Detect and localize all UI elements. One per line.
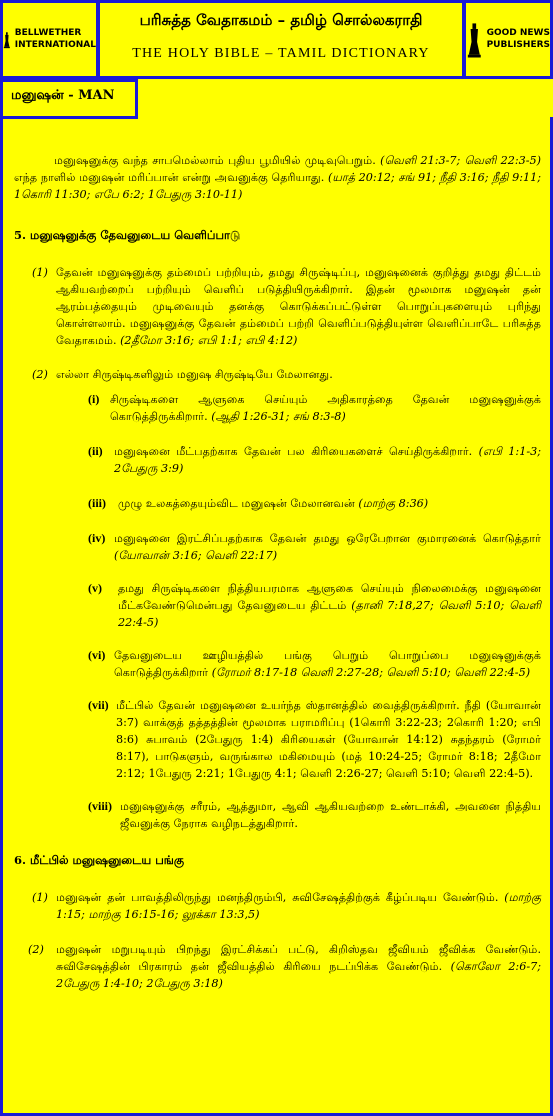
subpoint-body bbox=[114, 647, 541, 681]
subpoint-v bbox=[88, 580, 541, 631]
subpoint-text: மீட்பில் தேவன் மனுஷனை உயர்ந்த ஸ்தானத்தில் வைத்திருக்கிறார். நீதி (யோவான் 3:7) வாக்குத் தத்தத்தின் மூலமாக பராமரிப்பு (1கொரி 3:22-23; 2கொரி 1:20; எபி 8:6) சுபாவம் (2பேதுரு 1:4) கிரியைகள் (யோவான் 14:12) சுதந்தரம் (ரோமர் 8:17), பாடுகளும், வருங்கால மகிமையும் (மத் 10:24-25; ரோமர் 8:18; 2தீமோ 2:12; 1பேதுரு 2:21; 1பேதுரு 4:1; வெளி 2:26-27; வெளி 5:10; வெளி 22:4-5). bbox=[116, 699, 541, 780]
subpoint-number: (i) bbox=[88, 392, 100, 406]
point-ref: (மாற்கு 1:15; மாற்கு 16:15-16; லூக்கா 13:3,5) bbox=[56, 891, 541, 921]
point-body bbox=[56, 889, 541, 923]
subpoint-body bbox=[118, 495, 541, 512]
section-5-heading: 5. மனுஷனுக்கு தேவனுடைய வெளிப்பாடு bbox=[14, 228, 241, 242]
subpoint-text: மனுஷனுக்கு சரீரம், ஆத்துமா, ஆவி ஆகியவற்றை உண்டாக்கி, அவனை நித்திய ஜீவனுக்கு நேராக வழிநடத்துகிறார். bbox=[120, 800, 541, 830]
subpoint-vii bbox=[88, 697, 541, 782]
intro-ref-2: (யாத் 20:12; சங் 91; நீதி 3:16; நீதி 9:11; 1கொரி 11:30; எபே 6:2; 1பேதுரு 3:10-11) bbox=[14, 171, 541, 201]
subpoint-ref: (எபி 1:1-3; 2பேதுரு 3:9) bbox=[114, 445, 541, 475]
subpoint-text: முழு உலகத்தையும்விட மனுஷன் மேலானவன் bbox=[118, 497, 355, 510]
subpoint-number: (ii) bbox=[88, 444, 103, 458]
title-box bbox=[97, 0, 465, 79]
intro-ref-1: (வெளி 21:3-7; வெளி 22:3-5) bbox=[380, 154, 542, 167]
subpoint-text: தமது சிருஷ்டிகளை நித்தியபரமாக ஆளுகை செய்யும் நிலைமைக்கு மனுஷனை மீட்கவேண்டுமென்பது தேவனுடைய திட்டம் bbox=[118, 582, 541, 612]
point-number: (2) bbox=[32, 368, 48, 381]
intro-text-2: எந்த நாளில் மனுஷன் மரிப்பான் என்று அவனுக்கு தெரியாது. bbox=[14, 171, 325, 184]
subpoint-body bbox=[110, 391, 541, 425]
left-logo-box bbox=[0, 0, 99, 79]
point-body bbox=[56, 264, 541, 349]
subpoint-number: (iv) bbox=[88, 531, 106, 545]
subpoint-ref: (யோவான் 3:16; வெளி 22:17) bbox=[114, 549, 278, 562]
point-text: எல்லா சிருஷ்டிகளிலும் மனுஷ சிருஷ்டியே மேலானது. bbox=[56, 368, 333, 381]
section-6-heading: 6. மீட்பில் மனுஷனுடைய பங்கு bbox=[14, 853, 184, 867]
subpoint-number: (vii) bbox=[88, 698, 109, 712]
left-logo-text-bottom: INTERNATIONAL bbox=[14, 39, 96, 50]
good-news-logo-icon bbox=[466, 20, 483, 60]
title-tamil: பரிசுத்த வேதாகமம் – தமிழ் சொல்லகராதி bbox=[139, 11, 423, 29]
subpoint-ii bbox=[88, 443, 541, 477]
bellwether-logo-icon bbox=[3, 20, 11, 60]
subpoint-body bbox=[114, 443, 541, 477]
subpoint-ref: (ரோமர் 8:17-18 வெளி 2:27-28; வெளி 5:10; வெளி 22:4-5) bbox=[211, 666, 531, 679]
right-logo-box bbox=[463, 0, 553, 79]
subpoint-number: (v) bbox=[88, 581, 102, 595]
subpoint-body bbox=[118, 580, 541, 631]
point-number: (1) bbox=[32, 266, 48, 279]
entry-header-box bbox=[0, 79, 138, 119]
subpoint-number: (iii) bbox=[88, 496, 106, 510]
dictionary-content bbox=[14, 152, 541, 992]
point-text: மனுஷன் மறுபடியும் பிறந்து இரட்சிக்கப் பட்டு, கிறிஸ்தவ ஜீவியம் ஜீவிக்க வேண்டும். சுவிசேஷத்தின் பிரகாரம் தன் ஜீவியத்தில் கிரியை நடப்பிக்க வேண்டும். bbox=[56, 943, 541, 973]
subpoint-iv bbox=[88, 530, 541, 564]
subpoint-iii bbox=[88, 495, 541, 512]
subpoint-number: (vi) bbox=[88, 648, 106, 662]
right-logo-text-bottom: PUBLISHERS bbox=[486, 39, 550, 50]
subpoint-number: (viii) bbox=[88, 799, 112, 813]
section-6-point-1 bbox=[32, 889, 541, 923]
right-logo-text-top: GOOD NEWS bbox=[486, 28, 550, 39]
subpoint-text: தேவனுடைய ஊழியத்தில் பங்கு பெறும் பொறுப்பை மனுஷனுக்குக் கொடுத்திருக்கிறார் bbox=[114, 649, 541, 679]
subpoints-list bbox=[88, 391, 541, 832]
subpoint-ref: (தானி 7:18,27; வெளி 5:10; வெளி 22:4-5) bbox=[118, 599, 541, 629]
section-6-point-2 bbox=[28, 941, 541, 992]
point-body bbox=[56, 941, 541, 992]
subpoint-text: மனுஷனை மீட்பதற்காக தேவன் பல கிரியைகளைச் செய்திருக்கிறார். bbox=[114, 445, 473, 458]
title-english: THE HOLY BIBLE – TAMIL DICTIONARY bbox=[132, 46, 430, 61]
subpoint-ref: (மாற்கு 8:36) bbox=[358, 497, 429, 510]
subpoint-i bbox=[88, 391, 541, 425]
point-text: தேவன் மனுஷனுக்கு தம்மைப் பற்றியும், தமது சிருஷ்டிப்பு, மனுஷனைக் குறித்து தமது திட்டம் ஆகியவற்றைப் பற்றியும் வெளிப் படுத்தியிருக்கிறார். இதன் மூலமாக மனுஷன் தன் ஆரம்பத்தையும் முடிவையும் தனக்கு கொடுக்கப்பட்டுள்ள பொறுப்புகளையும் புரிந்து கொள்ளலாம். மனுஷனுக்கு தேவன் தம்மைப் பற்றி வெளிப்படுத்தியுள்ள வெளிப்பாடே பரிசுத்த வேதாகமம். bbox=[56, 266, 541, 347]
subpoint-viii bbox=[88, 798, 541, 832]
section-5-point-1 bbox=[32, 264, 541, 349]
intro-text: மனுஷனுக்கு வந்த சாபமெல்லாம் புதிய பூமியில் முடிவுபெறும். bbox=[54, 154, 376, 167]
point-ref: (கொலோ 2:6-7; 2பேதுரு 1:4-10; 2பேதுரு 3:18) bbox=[56, 960, 541, 990]
intro-paragraph bbox=[14, 152, 541, 203]
entry-header: மனுஷன் - MAN bbox=[11, 88, 115, 103]
subpoint-text: சிருஷ்டிகளை ஆளுகை செய்யும் அதிகாரத்தை தேவன் மனுஷனுக்குக் கொடுத்திருக்கிறார். bbox=[110, 393, 541, 423]
point-text: மனுஷன் தன் பாவத்திலிருந்து மனந்திரும்பி, சுவிசேஷத்திற்குக் கீழ்ப்படிய வேண்டும். bbox=[56, 891, 499, 904]
subpoint-body bbox=[114, 530, 541, 564]
subpoint-ref: (ஆதி 1:26-31; சங் 8:3-8) bbox=[211, 410, 346, 423]
section-5-point-2 bbox=[32, 366, 541, 383]
subpoint-vi bbox=[88, 647, 541, 681]
point-number: (1) bbox=[32, 891, 48, 904]
subpoint-text: மனுஷனை இரட்சிப்பதற்காக தேவன் தமது ஒரேபேறான குமாரனைக் கொடுத்தார் bbox=[114, 532, 541, 545]
point-number: (2) bbox=[28, 943, 44, 956]
left-logo-text-top: BELLWETHER bbox=[14, 28, 82, 39]
point-ref: (2தீமோ 3:16; எபி 1:1; எபி 4:12) bbox=[120, 334, 298, 347]
